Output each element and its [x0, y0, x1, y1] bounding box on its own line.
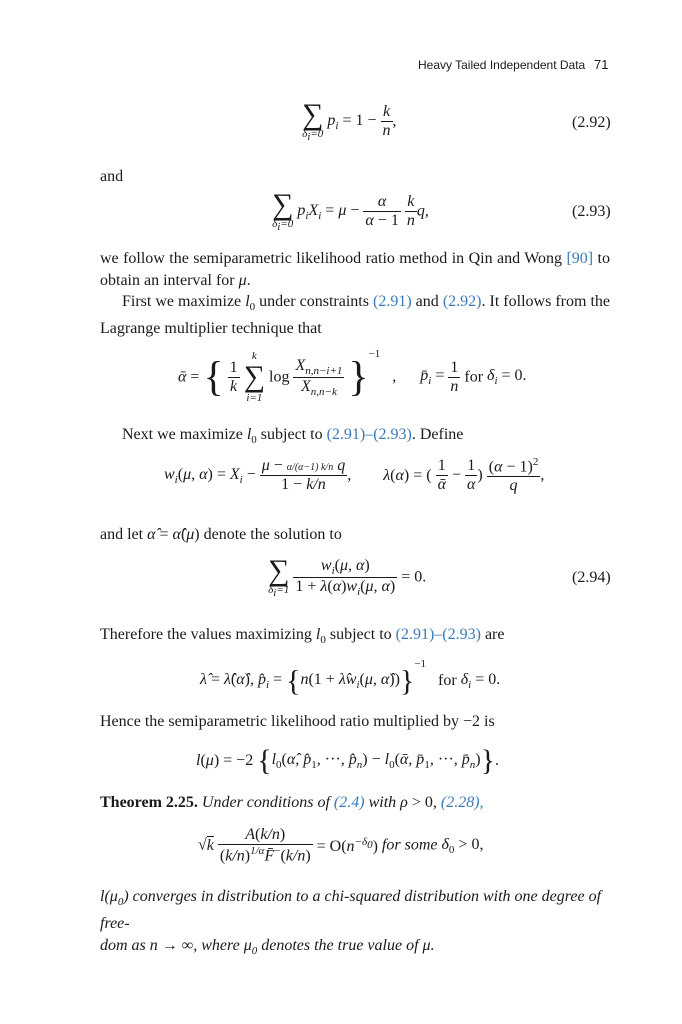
- theorem-label: Theorem 2.25.: [100, 794, 198, 811]
- equation-number-2-93: (2.93): [572, 203, 611, 220]
- ref-2-28-link[interactable]: (2.28),: [440, 794, 484, 811]
- next-start: Next we maximize: [122, 426, 243, 443]
- theorem-2-25: Theorem 2.25. Under conditions of (2.4) with ρ > 0, (2.28),: [100, 794, 484, 811]
- ref-2-91-2-93-link-2[interactable]: (2.91)–(2.93): [395, 626, 481, 643]
- paragraph-let: and let α̂ = α̂(μ) denote the solution to: [100, 526, 342, 543]
- para2-start: First we maximize: [122, 293, 242, 310]
- paragraph-2: First we maximize $l_0$ under constraints (2.91) and (2.92). It follows from the Lagrange multiplier technique that: [100, 293, 611, 338]
- equation-wi-lambda: $w_i(\mu$, $\alpha) = X_i$ − $\frac{\text{μ − α/(α−1) k/n q}}{1 - k/n}$ , λ(α) = ( $\frac{1}{\text{ᾱ}}$ − $\frac{1}{\alpha}$ ) $\frac{(\alpha - 1)^2}{q}$ ,: [164, 456, 545, 495]
- paragraph-1: we follow the semiparametric likelihood ratio method in Qin and Wong [90] to obtain an interval for μ.: [100, 250, 610, 289]
- ref-2-91-2-93-link[interactable]: (2.91)–(2.93): [326, 426, 412, 443]
- for-some-text: for some: [381, 836, 438, 854]
- subject-to-2: subject to: [329, 626, 392, 643]
- equation-number-2-94: (2.94): [572, 569, 611, 586]
- theorem-text: Under conditions of: [201, 794, 330, 811]
- para2-end: . It follows from the Lagrange multiplier technique that: [100, 293, 611, 338]
- para2-mid: under constraints: [259, 293, 369, 310]
- let-start: and let: [100, 526, 144, 543]
- therefore-text: Therefore the values maximizing: [100, 626, 312, 643]
- ref-2-4-link[interactable]: (2.4): [333, 794, 365, 811]
- equation-lambda-hat: λ̂ = λ̂(α̂), $p̂_i = \{n(1$ + $\lambdâw_i(\mu$, α̂))}$^{-1}$ for $\delta_i = 0$.: [200, 658, 501, 698]
- ref-90-link[interactable]: [90]: [566, 250, 594, 267]
- equation-theorem-condition: √k $\frac{A(k/n)}{(k/n)^{1/\alpha}F̄^-(k/n)}$ = $O(n^{-\delta_0})$ for some $\delta_0 > 0$,: [198, 826, 484, 865]
- conclusion-line-3: denotes the true value of: [261, 937, 419, 955]
- text-and: and: [100, 168, 124, 185]
- are-text: are: [484, 626, 505, 643]
- para1-text: we follow the semiparametric likelihood ratio method in Qin and Wong: [100, 250, 563, 267]
- para1-end-text: to obtain an interval for: [100, 250, 610, 289]
- ref-2-92-link[interactable]: (2.92): [442, 293, 482, 310]
- equation-2-93: ∑ $\delta_i=0$ $p_iX_i = \mu$ − $\frac{\alpha}{\alpha - 1}$ $\frac{k}{n}$ q,: [272, 188, 429, 234]
- running-header: [418, 58, 585, 72]
- equation-l-mu: l(μ) = −2 {$l_0(\alphâ$, $p̂_1$, ···, $p̂_n$) − $l_0(ᾱ$, $p̄_1$, ···, $p̄_n$)}.: [196, 744, 500, 777]
- define-text: . Define: [411, 426, 464, 443]
- ref-2-91-link[interactable]: (2.91): [372, 293, 412, 310]
- paragraph-hence: [100, 711, 495, 733]
- denote-text: denote the solution to: [203, 526, 342, 543]
- for-text: for: [464, 368, 484, 386]
- paragraph-next: Next we maximize $l_0$ subject to (2.91)–(2.93). Define: [122, 426, 464, 447]
- conclusion-line-2: dom as n → ∞, where: [100, 937, 240, 955]
- and-word: and: [415, 293, 439, 310]
- conclusion-line-1: converges in distribution to a chi-squared distribution with one degree of free-: [100, 888, 602, 933]
- equation-2-94: ∑ $\delta_i=1$ $\frac{w_i(\mu, \alpha)}{1 + \lambda(\alpha)w_i(\mu, \alpha)}$ = 0.: [268, 554, 427, 600]
- equation-2-92: ∑ $\delta_i=0$ $p_i = 1$ − $\frac{k}{n}$ ,: [302, 98, 397, 144]
- running-title: Heavy Tailed Independent Data: [418, 58, 586, 72]
- equation-number-2-92: (2.92): [572, 114, 611, 131]
- page-number: [594, 57, 608, 72]
- paragraph-therefore: Therefore the values maximizing $l_0$ subject to (2.91)–(2.93) are: [100, 626, 505, 647]
- page-number-text: 71: [594, 57, 609, 72]
- equation-alpha-bar: ᾱ = { $\frac{1}{k}$ k ∑ i=1 log $\frac{X_{n,n-i+1}}{X_{n,n-k}}$ }$^{-1}$ , $p̄_i$ = $\frac{1}{n}$ for $\delta_i = 0$.: [178, 348, 527, 405]
- theorem-conclusion: $l(\mu_0)$ converges in distribution to a chi-squared distribution with one degree of free- dom as n → ∞, where $\mu_0$ denotes the true value of μ.: [100, 888, 602, 958]
- with-text: with: [368, 794, 397, 811]
- for-text-2: for: [438, 672, 457, 690]
- hence-text: Hence the semiparametric likelihood ratio multiplied by −2 is: [100, 713, 495, 730]
- subject-to: subject to: [260, 426, 323, 443]
